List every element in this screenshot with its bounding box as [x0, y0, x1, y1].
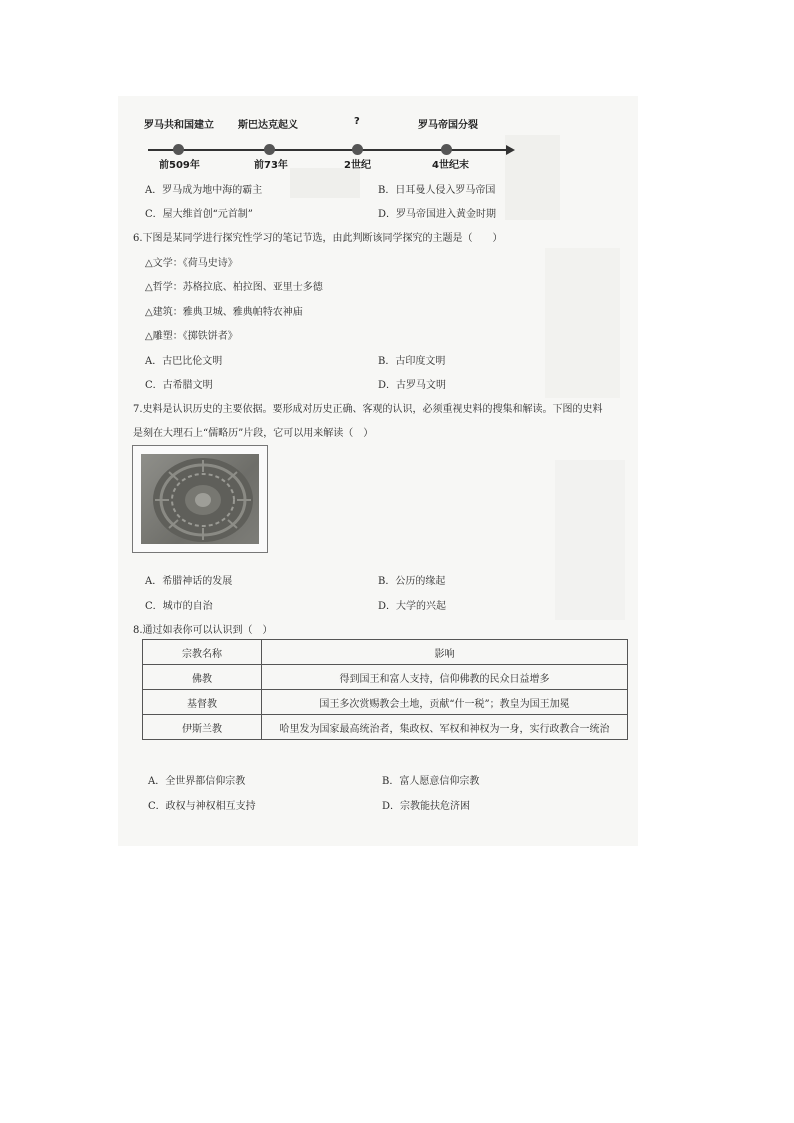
- timeline-event-label: 斯巴达克起义: [238, 120, 298, 131]
- q6-note: △哲学：苏格拉底、柏拉图、亚里士多德: [145, 282, 323, 293]
- q6-option-a: A．古巴比伦文明: [145, 356, 223, 367]
- timeline-date: 2世纪: [344, 160, 371, 171]
- q8-option-d: D．宗教能扶危济困: [382, 801, 471, 812]
- timeline-axis: [148, 149, 508, 151]
- q8-stem: 8.通过如表你可以认识到（ ）: [133, 625, 273, 636]
- table-cell: 伊斯兰教: [143, 715, 262, 740]
- table-cell: 得到国王和富人支持，信仰佛教的民众日益增多: [262, 665, 628, 690]
- timeline-dot: [352, 144, 363, 155]
- q5-option-d: D．罗马帝国进入黄金时期: [378, 209, 497, 220]
- timeline-dot: [264, 144, 275, 155]
- calendar-stone-icon: [141, 454, 259, 544]
- bleed-through-mark: [555, 460, 625, 620]
- table-cell: 国王多次赏赐教会土地，贡献“什一税”；教皇为国王加冕: [262, 690, 628, 715]
- q7-option-d: D．大学的兴起: [378, 601, 447, 612]
- q6-stem: 6.下图是某同学进行探究性学习的笔记节选，由此判断该同学探究的主题是（ ）: [133, 233, 503, 244]
- q6-note: △文学：《荷马史诗》: [145, 258, 238, 269]
- table-row: [143, 690, 628, 715]
- q5-option-c: C．屋大维首创“元首制”: [145, 209, 253, 220]
- q5-option-a: A．罗马成为地中海的霸主: [145, 185, 263, 196]
- table-row: [143, 665, 628, 690]
- table-cell: 基督教: [143, 690, 262, 715]
- q6-note: △雕塑：《掷铁饼者》: [145, 331, 238, 342]
- q7-stem: 7.史料是认识历史的主要依据。要形成对历史正确、客观的认识，必须重视史料的搜集和解读。下图的史料: [133, 404, 603, 415]
- q7-option-c: C．城市的自治: [145, 601, 213, 612]
- bleed-through-mark: [290, 168, 360, 198]
- julian-calendar-stone-image: [132, 445, 268, 553]
- table-header: 影响: [262, 640, 628, 665]
- timeline-event-label: 罗马帝国分裂: [418, 120, 478, 131]
- q7-option-a: A．希腊神话的发展: [145, 576, 233, 587]
- timeline-date: 4世纪末: [432, 160, 469, 171]
- table-header-row: [143, 640, 628, 665]
- q8-option-c: C．政权与神权相互支持: [148, 801, 256, 812]
- timeline-arrow-icon: [506, 145, 515, 155]
- table-row: [143, 715, 628, 740]
- table-cell: 佛教: [143, 665, 262, 690]
- q5-option-b: B．日耳曼人侵入罗马帝国: [378, 185, 496, 196]
- timeline-date: 前73年: [254, 160, 288, 171]
- q6-option-c: C．古希腊文明: [145, 380, 213, 391]
- q6-option-d: D．古罗马文明: [378, 380, 447, 391]
- table-cell: 哈里发为国家最高统治者，集政权、军权和神权为一身，实行政教合一统治: [262, 715, 628, 740]
- table-header: 宗教名称: [143, 640, 262, 665]
- q8-option-a: A．全世界都信仰宗教: [148, 776, 246, 787]
- timeline-event-label: ?: [354, 116, 360, 127]
- q6-option-b: B．古印度文明: [378, 356, 446, 367]
- timeline-date: 前509年: [159, 160, 200, 171]
- q8-option-b: B．富人愿意信仰宗教: [382, 776, 480, 787]
- q7-stem: 是刻在大理石上“儒略历”片段，它可以用来解读（ ）: [133, 428, 374, 439]
- timeline-dot: [441, 144, 452, 155]
- timeline-event-label: 罗马共和国建立: [144, 120, 214, 131]
- bleed-through-mark: [545, 248, 620, 398]
- religion-table: [142, 639, 628, 740]
- q6-note: △建筑：雅典卫城、雅典帕特农神庙: [145, 307, 303, 318]
- q7-option-b: B．公历的缘起: [378, 576, 446, 587]
- timeline-dot: [173, 144, 184, 155]
